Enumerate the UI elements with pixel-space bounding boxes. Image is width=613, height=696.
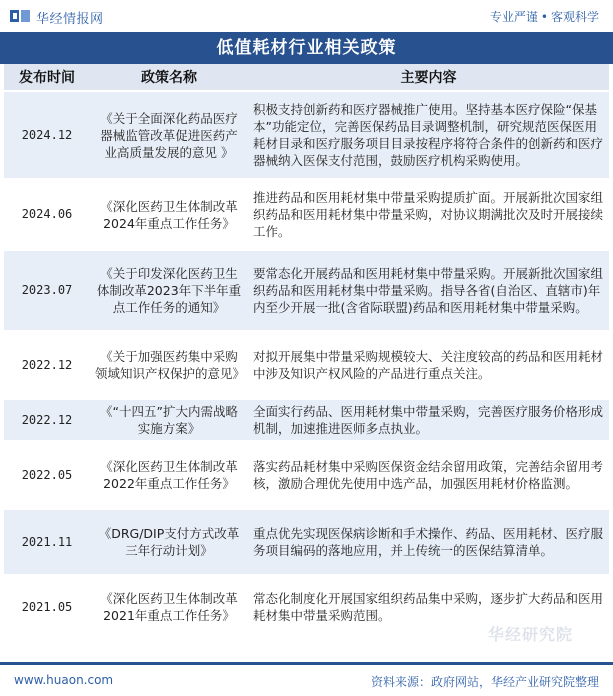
top-bar: [0, 0, 613, 32]
cell-content: 全面实行药品、医用耗材集中带量采购，完善医疗服务价格形成机制，加速推进医师多点执业。: [248, 399, 609, 441]
cell-date: 2022.12: [4, 331, 90, 399]
cell-policy: 《关于加强医药集中采购领域知识产权保护的意见》: [90, 331, 248, 399]
column-header-date: 发布时间: [4, 64, 90, 91]
watermark: 华经研究院: [488, 625, 574, 644]
cell-content: 对拟开展集中带量采购规模较大、关注度较高的药品和医用耗材中涉及知识产权风险的产品进行重点关注。: [248, 331, 609, 399]
cell-date: 2022.05: [4, 441, 90, 509]
table-row: [4, 91, 609, 179]
slogan-right: 客观科学: [550, 10, 599, 24]
cell-date: 2024.12: [4, 91, 90, 179]
table-row: [4, 441, 609, 509]
cell-content: 积极支持创新药和医疗器械推广使用。坚持基本医疗保险“保基本”功能定位，完善医保药品目录调整机制，研究规范医保医用耗材目录和医疗服务项目目录按程序将符合条件的创新药和医疗器械纳入医保支付范围，鼓励医疗机构采购使用。: [248, 91, 609, 179]
cell-policy: 《关于全面深化药品医疗器械监管改革促进医药产业高质量发展的意见 》: [90, 91, 248, 179]
table-row: [4, 179, 609, 250]
cell-policy: 《关于印发深化医药卫生体制改革2023年下半年重点工作任务的通知》: [90, 250, 248, 331]
footer-source: 资料来源：政府网站，华经产业研究院整理: [370, 675, 599, 689]
table-row: [4, 399, 609, 441]
footer-url: www.huaon.com: [14, 673, 114, 687]
brand-name: 华经情报网: [36, 12, 104, 27]
table-row: [4, 509, 609, 575]
cell-policy: 《DRG/DIP支付方式改革三年行动计划》: [90, 509, 248, 575]
cell-date: 2021.11: [4, 509, 90, 575]
slogan-left: 专业严谨: [489, 10, 538, 24]
cell-policy: 《深化医药卫生体制改革2022年重点工作任务》: [90, 441, 248, 509]
slogan-separator: •: [540, 10, 548, 24]
cell-content: 常态化制度化开展国家组织药品集中采购，逐步扩大药品和医用耗材集中带量采购范围。: [248, 575, 609, 639]
cell-content: 重点优先实现医保病诊断和手术操作、药品、医用耗材、医疗服务项目编码的落地应用，并上传统一的医保结算清单。: [248, 509, 609, 575]
cell-policy: 《深化医药卫生体制改革2021年重点工作任务》: [90, 575, 248, 639]
table-header-row: [4, 64, 609, 91]
footer: [0, 662, 613, 696]
table-title: 低值耗材行业相关政策: [0, 32, 613, 64]
policy-table: [4, 64, 609, 640]
cell-policy: 《深化医药卫生体制改革2024年重点工作任务》: [90, 179, 248, 250]
cell-date: 2024.06: [4, 179, 90, 250]
column-header-policy: 政策名称: [90, 64, 248, 91]
table-row: [4, 331, 609, 399]
cell-content: 推进药品和医用耗材集中带量采购提质扩面。开展新批次国家组织药品和医用耗材集中带量采购，对协议期满批次及时开展接续工作。: [248, 179, 609, 250]
cell-content: 落实药品耗材集中采购医保资金结余留用政策，完善结余留用考核，激励合理优先使用中选产品，加强医用耗材价格监测。: [248, 441, 609, 509]
cell-date: 2023.07: [4, 250, 90, 331]
cell-date: 2021.05: [4, 575, 90, 639]
huajing-logo-icon: [10, 8, 32, 24]
cell-policy: 《“十四五”扩大内需战略实施方案》: [90, 399, 248, 441]
cell-date: 2022.12: [4, 399, 90, 441]
slogan: [490, 8, 599, 25]
table-row: [4, 250, 609, 331]
cell-content: 要常态化开展药品和医用耗材集中带量采购。开展新批次国家组织药品和医用耗材集中带量采购。指导各省(自治区、直辖市)年内至少开展一批(含省际联盟)药品和医用耗材集中带量采购。: [248, 250, 609, 331]
column-header-content: 主要内容: [248, 64, 609, 91]
